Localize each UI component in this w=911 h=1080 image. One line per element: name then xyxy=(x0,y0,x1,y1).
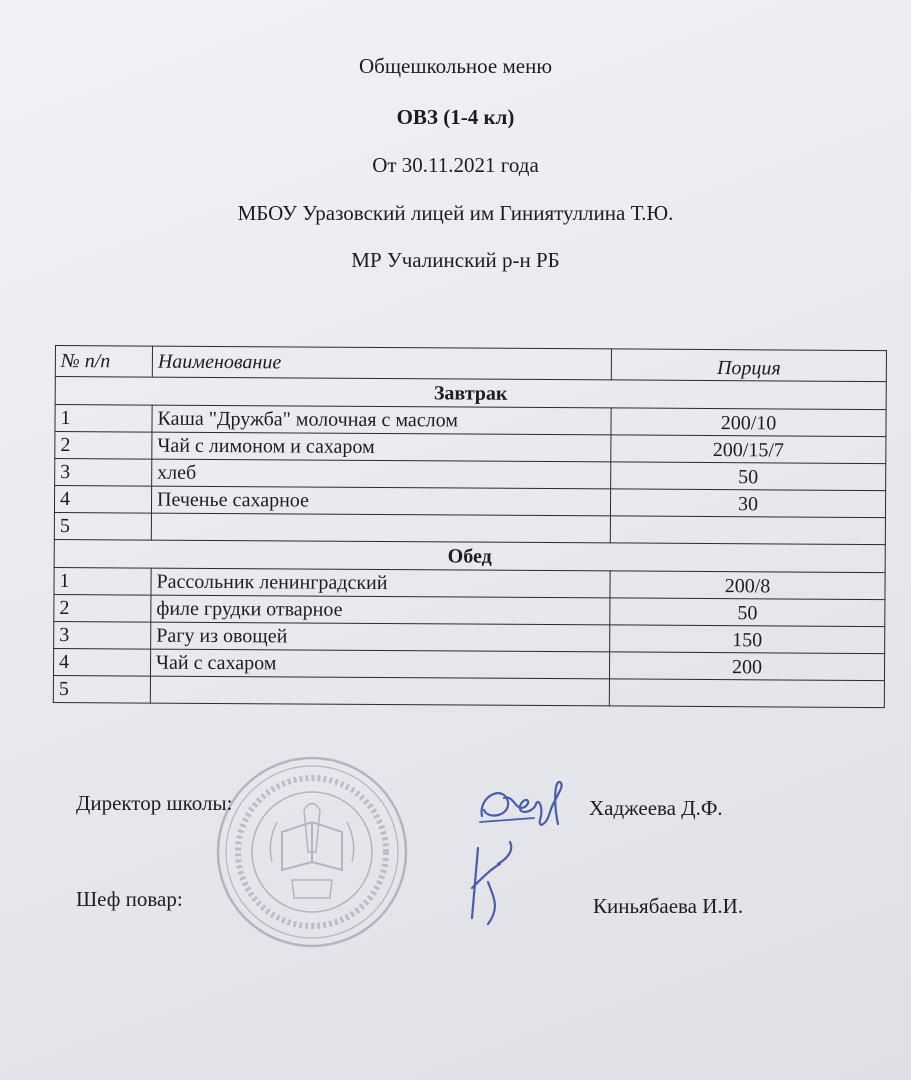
col-portion-header: Порция xyxy=(611,349,886,382)
director-signature-icon xyxy=(474,776,574,836)
section-title-lunch: Обед xyxy=(54,539,885,572)
row-num: 3 xyxy=(55,459,152,487)
row-name: Чай с сахаром xyxy=(150,649,609,679)
row-name: Чай с лимоном и сахаром xyxy=(152,432,611,462)
row-portion: 50 xyxy=(610,598,885,627)
col-num-header: № п/п xyxy=(55,346,152,378)
row-name: Рассольник ленинградский xyxy=(151,568,610,598)
row-portion: 200 xyxy=(609,652,884,681)
row-num: 4 xyxy=(54,486,151,514)
header-district: МР Учалинский р-н РБ xyxy=(351,248,560,272)
row-portion xyxy=(610,516,885,545)
row-portion: 50 xyxy=(611,462,886,491)
header-title: Общешкольное меню xyxy=(358,54,553,78)
row-num: 1 xyxy=(54,567,151,595)
row-portion: 200/10 xyxy=(611,408,886,437)
row-portion xyxy=(609,679,884,708)
row-num: 1 xyxy=(55,405,152,433)
table-row xyxy=(53,675,884,707)
row-name: хлеб xyxy=(152,459,611,489)
row-num: 2 xyxy=(54,594,151,622)
header-date: От 30.11.2021 года xyxy=(372,153,539,177)
row-name: Рагу из овощей xyxy=(151,622,610,652)
section-title-breakfast: Завтрак xyxy=(55,377,886,410)
director-name: Хаджеева Д.Ф. xyxy=(589,796,723,820)
row-num: 3 xyxy=(54,621,151,649)
row-num: 4 xyxy=(53,648,150,676)
row-name xyxy=(150,676,609,706)
row-num: 2 xyxy=(55,432,152,460)
table-header-row xyxy=(55,346,886,382)
row-num: 5 xyxy=(54,512,151,540)
row-portion: 200/8 xyxy=(610,571,885,600)
row-portion: 30 xyxy=(610,489,885,518)
menu-table xyxy=(53,345,887,708)
col-name-header: Наименование xyxy=(152,346,611,380)
header-category: ОВЗ (1-4 кл) xyxy=(396,105,515,129)
row-name xyxy=(151,513,610,543)
row-portion: 150 xyxy=(610,625,885,654)
chef-label: Шеф повар: xyxy=(76,887,183,911)
row-portion: 200/15/7 xyxy=(611,435,886,464)
chef-name: Киньябаева И.И. xyxy=(593,894,744,918)
row-num: 5 xyxy=(53,675,150,703)
row-name: Печенье сахарное xyxy=(151,486,610,516)
row-name: филе грудки отварное xyxy=(151,595,610,625)
chef-signature-icon xyxy=(458,838,528,928)
header-school: МБОУ Уразовский лицей им Гиниятуллина Т.Ю. xyxy=(237,201,674,225)
director-label: Директор школы: xyxy=(76,791,233,815)
stamp-seal-icon xyxy=(212,752,412,952)
row-name: Каша "Дружба" молочная с маслом xyxy=(152,405,611,435)
